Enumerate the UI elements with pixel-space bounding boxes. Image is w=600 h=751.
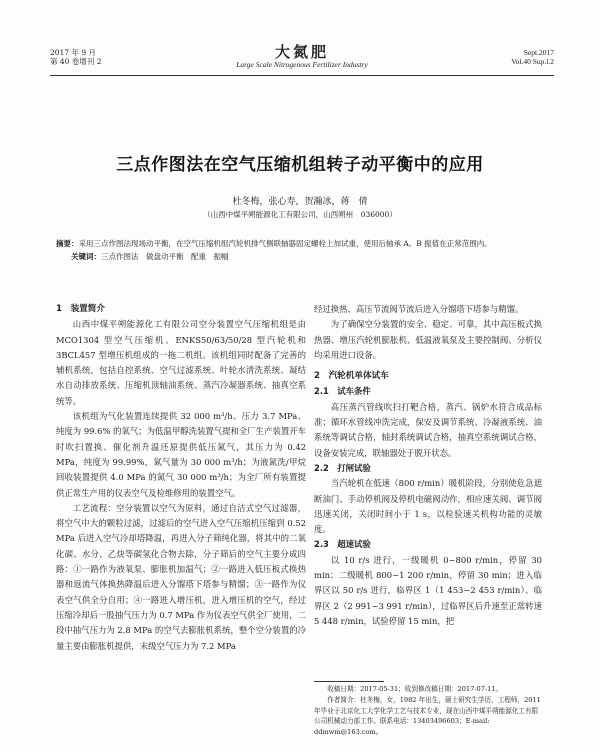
running-header <box>50 44 554 74</box>
paragraph-process: 工艺流程：空分装置以空气为原料，通过自洁式空气过滤器，将空气中大的颗粒过滤，过滤后的空气进入空气压缩机压缩到 0.52 MPa 后进入空气冷却塔降温，再进入分子筛纯化器，将其中的二氧化碳、水分、乙炔等碳氢化合物去除，分子筛后的空气主要分成四路：①一路作为液氧泵、膨胀机加温气；②一路进入低压板式换热器和返流气体换热降温后进入分馏塔下塔参与精馏；③一路作为仪表空气供全分自用；④一路进入增压机，进入增压机的空气，经过压缩冷却后一股抽气压力为 0.7 MPa 作为仪表空气供全厂使用，二段中抽气压力为 2.8 MPa 的空气去膨胀机系统，整个空分装置的冷量主要由膨胀机提供，末级空气压力为 7.2 MPa <box>56 502 306 651</box>
section-2-1-heading: 2.1 试车条件 <box>314 386 371 397</box>
paragraph-continued: 经过换热、高压节流阀节流后进入分馏塔下塔参与精馏。 <box>314 304 524 314</box>
keywords-label: 关键词： <box>71 251 101 261</box>
paragraph-overspeed: 以 10 r/s 进行，一级暖机 0~800 r/min，停留 30 min；二级暖机 800~1 200 r/min，停留 30 min；进入临界区以 50 r/s 进行，临界区 1（1 453~2 453 r/min）、临界区 2（2 991~3 991 r/min），过临界区后升速至正常转速 5 448 r/min，试验停留 15 min，把 <box>314 554 542 626</box>
footnote <box>314 681 542 738</box>
section-1-heading: 1 装置简介 <box>56 304 105 314</box>
abstract-label: 摘要： <box>56 239 79 248</box>
abstract-body: 采用三点作图法现场动平衡，在空气压缩机组汽轮机排气侧联轴器固定螺栓上加试重，使用后轴承 A、B 振值在正常范围内。 <box>78 239 492 248</box>
header-date-en: Sept.2017 <box>523 48 554 57</box>
header-rule <box>50 75 554 76</box>
paragraph-intro: 山西中煤平朔能源化工有限公司空分装置空气压缩机组是由 MCO1304 型空气压缩机、ENKS50/63/50/28 型汽轮机和 3BCL457 型增压机组成的一拖二机组。该机组同时配备了完善的辅机系统，包括自控系统、空气过滤系统、叶轮水清洗系统、凝结水自动排放系统、压缩机顶轴油系统、蒸汽冷凝器系统、抽真空系统等。 <box>56 319 306 406</box>
header-volume: 第 40 卷增刊 2 <box>50 57 102 66</box>
abstract-text <box>56 238 546 251</box>
header-center <box>50 44 554 69</box>
header-right <box>511 48 554 66</box>
abstract-block <box>56 238 546 263</box>
keywords-line <box>56 251 546 264</box>
paragraph-safety: 为了确保空分装置的安全、稳定、可靠，其中高压板式换热器、增压汽轮机膨胀机、低温液氧泵及主要控制阀、分析仪均采用进口设备。 <box>314 319 542 360</box>
paper-title: 三点作图法在空气压缩机组转子动平衡中的应用 <box>116 155 484 175</box>
paragraph-trip-test: 当汽轮机在低速（800 r/min）暖机阶段，分别使危急遮断油门、手动停机阀及停机电磁阀动作，相应速关阀、调节阀迅速关闭，关闭时间小于 1 s，以检验速关机构功能的灵敏度。 <box>314 478 542 535</box>
paper-authors: 杜冬梅，张心寿，贺瀚冰，蒋 倩 <box>232 197 368 207</box>
section-2-heading: 2 汽轮机单体试车 <box>314 371 389 382</box>
header-date: 2017 年 9 月 <box>50 48 97 57</box>
journal-logo: 大氮肥 <box>274 43 329 61</box>
keywords-body: 三点作图法 做盘动平衡 配重 振幅 <box>101 251 229 261</box>
right-column <box>314 302 542 629</box>
left-column <box>56 302 306 654</box>
footnote-received: 收稿日期：2017-05-31；收到修改稿日期：2017-07-11。 <box>327 685 503 693</box>
footnote-bio: 作者简介：杜冬梅，女，1982 年出生，硕士研究生学历，工程师，2011 年毕业于北京化工大学化学工艺与技术专业，现在山西中煤平朔能源化工有限公司机械动力部工作。联系电话：13403496603；E-mail: ddmwm@163.com。 <box>314 695 541 737</box>
header-volume-en: Vol.40 Sup.l.2 <box>511 57 554 66</box>
journal-english-name: Large Scale Nitrogenous Fertilizer Industry <box>236 60 368 69</box>
section-2-2-heading: 2.2 打闸试验 <box>314 462 371 473</box>
paragraph-conditions: 高压蒸汽管线吹扫打靶合格，蒸汽、锅炉水符合成品标准；循环水管线冲洗完成，保安及调节系统、冷凝液系统、油系统等调试合格，轴封系统调试合格，抽真空系统调试合格，设备安装完成，联轴器处于脱开状态。 <box>314 401 542 458</box>
paragraph-supply: 该机组为气化装置连续提供 32 000 m³/h、压力 3.7 MPa、纯度为 99.6% 的氧气；为低温甲醇洗装置气提和全厂生产装置开车时吹扫置换、催化剂升温还原提供低压氮气，其压力为 0.42 MPa，纯度为 99.99%，氮气量为 30 000 m³/h；为液氮洗/甲烷回收装置提供 4.0 MPa 的氮气 30 000 m³/h；为全厂所有装置提供正常生产用的仪表空气及检维修用的装置空气。 <box>56 411 306 498</box>
paper-affiliation: （山西中煤平朔能源化工有限公司，山西朔州 036000） <box>203 210 397 219</box>
footnote-rule <box>314 681 384 682</box>
section-2-3-heading: 2.3 超速试验 <box>314 539 371 550</box>
